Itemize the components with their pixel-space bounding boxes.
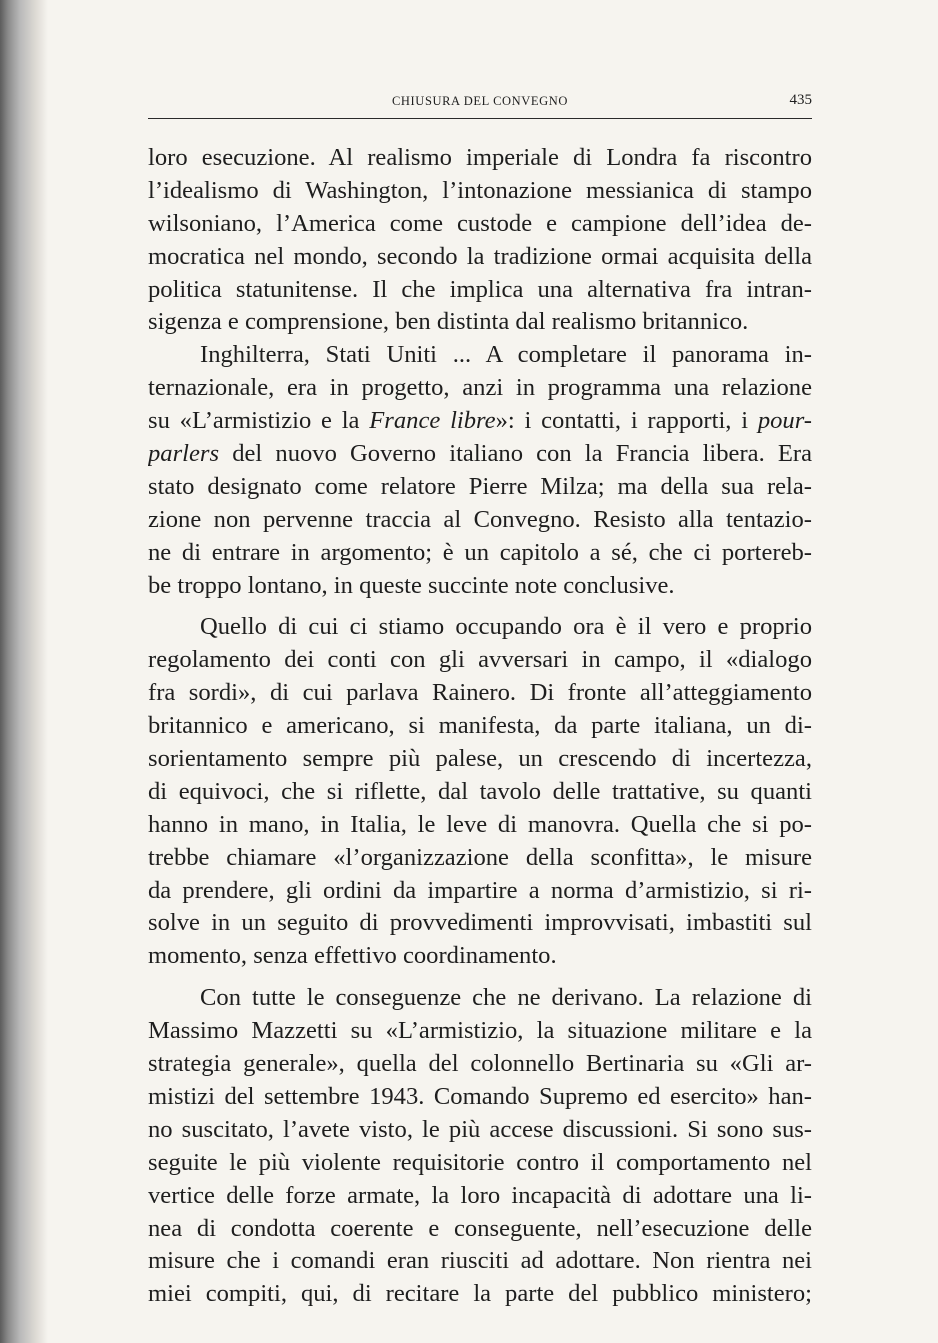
body-text [148, 142, 812, 1311]
text-line: hanno in mano, in Italia, le leve di manovra. Quella che si po- [148, 810, 812, 838]
text-line: mistizi del settembre 1943. Comando Supremo ed esercito» han- [148, 1082, 812, 1110]
text-line: zione non pervenne traccia al Convegno. Resisto alla tentazio- [148, 505, 812, 533]
text-line: nea di condotta coerente e conseguente, nell’esecuzione delle [148, 1214, 812, 1242]
text-line: stato designato come relatore Pierre Milza; ma della sua rela- [148, 472, 812, 500]
italic-term: pour- [757, 407, 812, 435]
text-line: fra sordi», di cui parlava Rainero. Di fronte all’atteggiamento [148, 679, 812, 707]
text-line: seguite le più violente requisitorie contro il comportamento nel [148, 1148, 812, 1176]
text-line: sigenza e comprensione, ben distinta dal realismo britannico. [148, 308, 749, 336]
text-line: wilsoniano, l’America come custode e campione dell’idea de- [148, 209, 812, 237]
text-line: di equivoci, che si riflette, dal tavolo delle trattative, su quanti [148, 777, 812, 805]
text-line: da prendere, gli ordini da impartire a norma d’armistizio, si ri- [148, 876, 812, 904]
paragraph-2 [148, 339, 812, 602]
text-run: del nuovo Governo italiano con la Francia libera. Era [219, 440, 812, 468]
text-line: misure che i comandi eran riusciti ad adottare. Non rientra nei [148, 1247, 812, 1275]
running-head: CHIUSURA DEL CONVEGNO [391, 94, 569, 108]
text-run: su «L’armistizio e la [148, 407, 370, 435]
text-line: momento, senza effettivo coordinamento. [148, 942, 557, 970]
text-line: politica statunitense. Il che implica una alternativa fra intran- [148, 275, 812, 303]
text-line: ternazionale, era in progetto, anzi in programma una relazione [148, 374, 812, 402]
paragraph-4 [148, 982, 812, 1311]
text-line: l’idealismo di Washington, l’intonazione messianica di stampo [148, 176, 812, 204]
text-line: Inghilterra, Stati Uniti ... A completare il panorama in- [200, 341, 812, 369]
paragraph-3 [148, 611, 812, 973]
text-line: vertice delle forze armate, la loro incapacità di adottare una li- [148, 1181, 812, 1209]
text-line: trebbe chiamare «l’organizzazione della sconfitta», le misure [148, 843, 812, 871]
page-header [148, 92, 812, 119]
book-gutter-shadow [0, 0, 48, 1343]
text-line: Massimo Mazzetti su «L’armistizio, la situazione militare e la [148, 1017, 812, 1045]
page-number: 435 [789, 92, 812, 108]
text-line: strategia generale», quella del colonnello Bertinaria su «Gli ar- [148, 1050, 812, 1078]
text-line: no suscitato, l’avete visto, le più accese discussioni. Si sono sus- [148, 1115, 812, 1143]
text-line: Con tutte le conseguenze che ne derivano. La relazione di [200, 984, 812, 1012]
text-line: Quello di cui ci stiamo occupando ora è il vero e proprio [200, 613, 812, 641]
text-line: miei compiti, qui, di recitare la parte del pubblico ministero; [148, 1280, 812, 1308]
text-line [148, 405, 812, 438]
text-line: be troppo lontano, in queste succinte note conclusive. [148, 571, 675, 599]
text-line: loro esecuzione. Al realismo imperiale di Londra fa riscontro [148, 144, 812, 171]
text-line: ne di entrare in argomento; è un capitolo a sé, che ci portereb- [148, 538, 812, 566]
text-line: mocratica nel mondo, secondo la tradizione ormai acquisita della [148, 242, 812, 270]
text-line: britannico e americano, si manifesta, da parte italiana, un di- [148, 712, 812, 740]
text-line [148, 438, 812, 471]
paragraph-1 [148, 142, 812, 339]
italic-term: parlers [148, 440, 220, 468]
italic-title: France libre [369, 407, 496, 435]
text-line: solve in un seguito di provvedimenti improvvisati, imbastiti sul [148, 909, 812, 937]
text-line: regolamento dei conti con gli avversari in campo, il «dialogo [148, 646, 812, 674]
text-line: sorientamento sempre più palese, un crescendo di incertezza, [148, 745, 812, 773]
text-run: »: i contatti, i rapporti, i [495, 407, 758, 435]
